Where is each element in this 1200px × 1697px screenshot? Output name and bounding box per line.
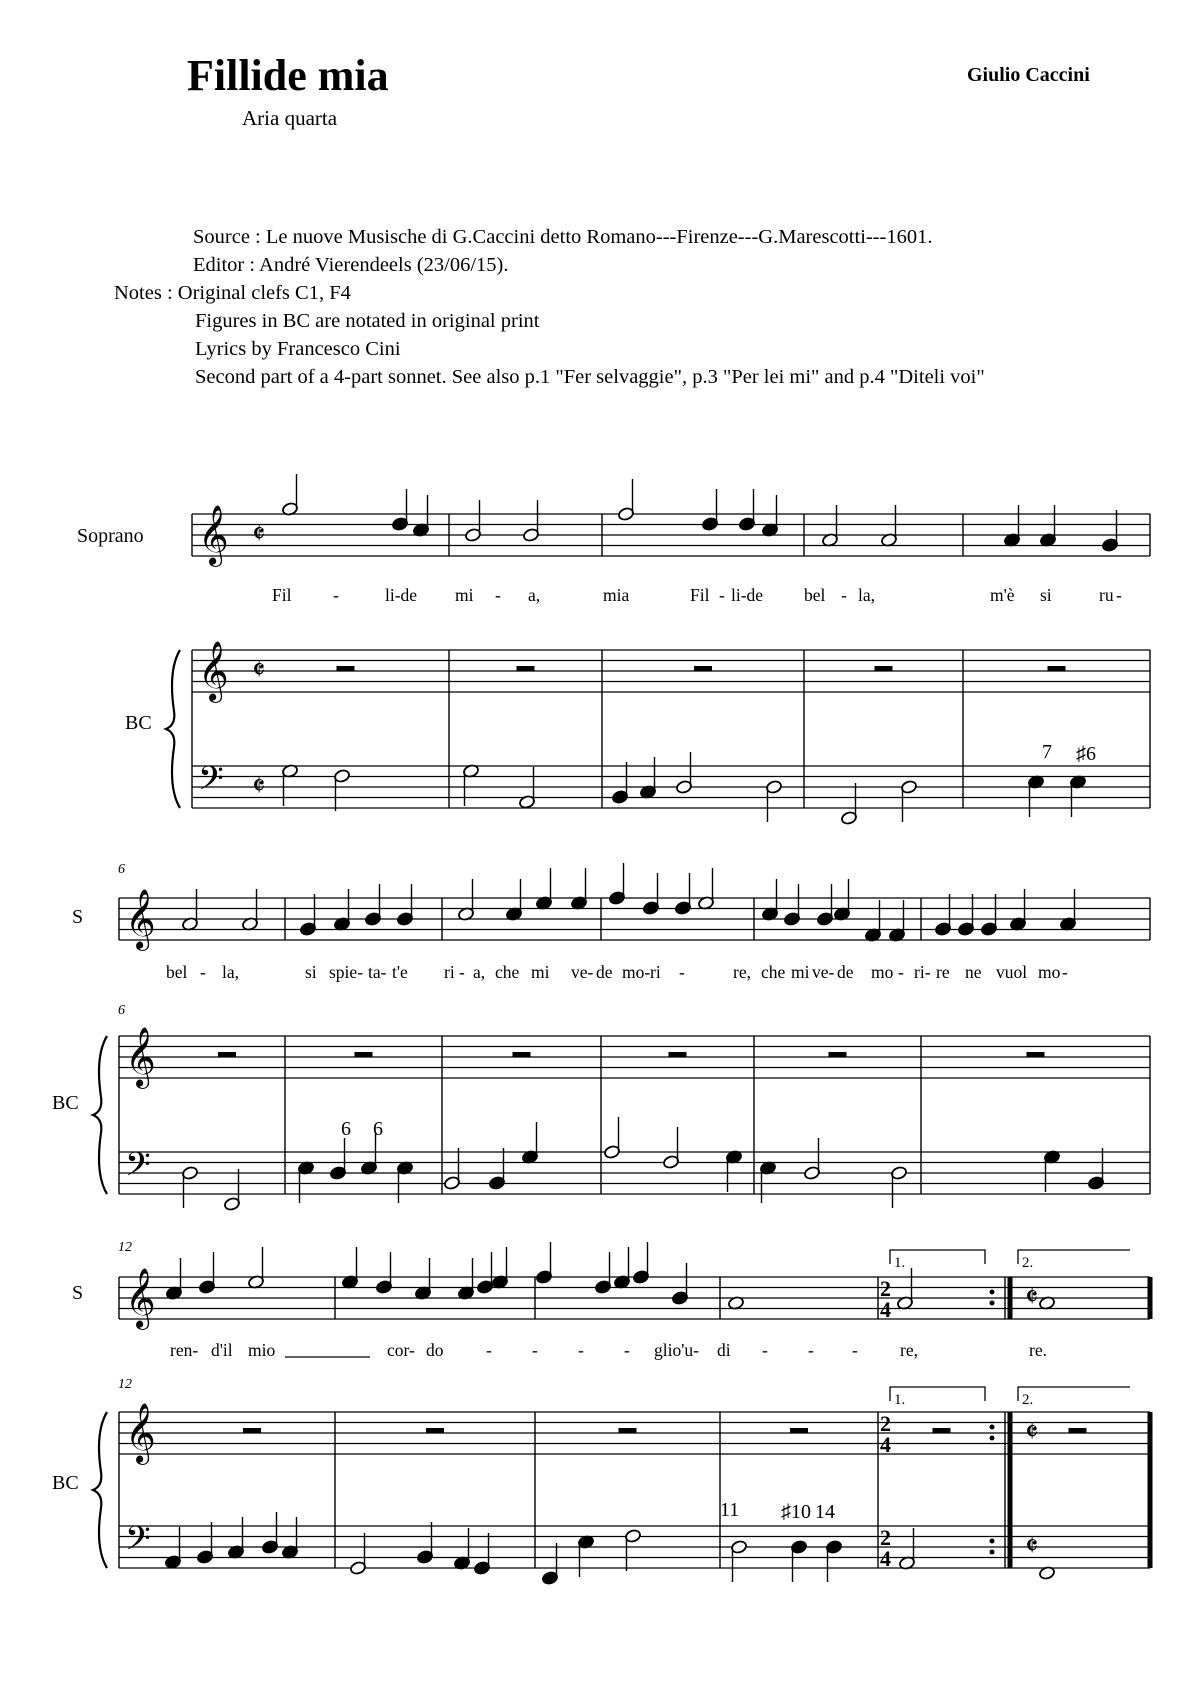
lyric-syllable: li-de xyxy=(385,585,418,605)
repeat-dot xyxy=(990,1550,995,1555)
lyric-syllable: spie- xyxy=(329,962,364,982)
whole-rest xyxy=(829,1052,847,1057)
lyric-hyphen: - xyxy=(624,1340,630,1360)
lyric-syllable: mi xyxy=(791,962,810,982)
lyric-syllable: t'e xyxy=(392,962,408,982)
lyric-syllable: glio'u- xyxy=(654,1340,699,1360)
lyric-hyphen: - xyxy=(532,1340,538,1360)
brace xyxy=(93,1412,107,1568)
time-signature: 𝄵 xyxy=(252,770,266,803)
lyric-syllable: mo- xyxy=(622,962,651,982)
lyric-syllable: mi xyxy=(455,585,474,605)
lyric-hyphen: - xyxy=(898,962,904,982)
note-figures: Figures in BC are notated in original print xyxy=(195,310,540,332)
time-signature-den: 4 xyxy=(880,1297,891,1322)
lyric-syllable: d'il xyxy=(211,1340,233,1360)
whole-rest xyxy=(875,666,893,671)
volta-label-2-bc: 2. xyxy=(1022,1392,1034,1408)
lyric-syllable: li-de xyxy=(731,585,764,605)
treble-clef: 𝄞 xyxy=(125,1405,156,1462)
lyric-syllable: ri xyxy=(444,962,455,982)
whole-rest xyxy=(619,1428,637,1433)
bass-clef: 𝄢 xyxy=(125,1520,151,1565)
lyric-hyphen: - xyxy=(486,1340,492,1360)
note-clefs: Notes : Original clefs C1, F4 xyxy=(114,282,351,304)
part-label-s-2: S xyxy=(72,906,84,928)
lyric-syllable: ru xyxy=(1099,585,1114,605)
measure-number-bc-12: 12 xyxy=(118,1377,132,1392)
whole-rest xyxy=(1048,666,1066,671)
part-label-bc-1: BC xyxy=(125,712,152,734)
time-signature-den: 4 xyxy=(880,1546,891,1571)
lyric-syllable: mo xyxy=(1038,962,1061,982)
lyric-syllable: ne xyxy=(965,962,982,982)
whole-rest xyxy=(1069,1428,1087,1433)
whole-rest xyxy=(426,1428,444,1433)
part-label-bc-2: BC xyxy=(52,1092,79,1114)
repeat-dot xyxy=(990,1301,995,1306)
whole-rest xyxy=(694,666,712,671)
note-sonnet: Second part of a 4-part sonnet. See also p.1 "Fer selvaggie", p.3 "Per lei mi" and p.4 "Diteli voi" xyxy=(195,366,985,388)
treble-clef: 𝄞 xyxy=(125,1029,156,1086)
lyric-syllable: de xyxy=(837,962,854,982)
lyric-hyphen: - xyxy=(495,585,501,605)
lyric-hyphen: - xyxy=(762,1340,768,1360)
time-signature: 𝄵 xyxy=(252,654,266,687)
lyric-syllable: cor- xyxy=(387,1340,415,1360)
lyric-syllable: mia xyxy=(603,585,630,605)
lyric-syllable: re, xyxy=(900,1340,918,1360)
lyric-syllable: do xyxy=(426,1340,444,1360)
lyric-syllable: che xyxy=(495,962,520,982)
lyric-syllable: vuol xyxy=(996,962,1028,982)
volta-bracket-1 xyxy=(890,1250,985,1264)
time-signature-num: 2 xyxy=(880,1276,891,1301)
volta-label-1: 1. xyxy=(894,1255,906,1271)
figure: 11 xyxy=(720,1499,740,1521)
whole-rest xyxy=(513,1052,531,1057)
whole-rest xyxy=(1027,1052,1045,1057)
volta-label-1-bc: 1. xyxy=(894,1392,906,1408)
time-signature: 𝄵 xyxy=(1025,1416,1039,1449)
note-lyrics: Lyrics by Francesco Cini xyxy=(195,338,401,360)
time-signature: 𝄵 xyxy=(1025,1530,1039,1563)
figure: 7 xyxy=(1042,741,1052,763)
whole-rest xyxy=(355,1052,373,1057)
part-label-soprano: Soprano xyxy=(77,525,144,547)
lyric-syllable: mi xyxy=(531,962,550,982)
composer: Giulio Caccini xyxy=(967,64,1090,86)
time-signature-den: 4 xyxy=(880,1432,891,1457)
lyric-syllable: re xyxy=(936,962,950,982)
figure: 6 xyxy=(373,1118,383,1140)
lyric-syllable: la, xyxy=(222,962,240,982)
lyric-syllable: ri- xyxy=(914,962,931,982)
brace xyxy=(166,650,180,808)
lyric-syllable: re. xyxy=(1029,1340,1047,1360)
note-source: Source : Le nuove Musische di G.Caccini detto Romano---Firenze---G.Marescotti---1601. xyxy=(193,226,933,248)
whole-rest xyxy=(790,1428,808,1433)
lyric-hyphen: - xyxy=(679,962,685,982)
lyric-syllable: a, xyxy=(473,962,486,982)
whole-rest xyxy=(218,1052,236,1057)
repeat-dot xyxy=(990,1425,995,1430)
measure-number-bc-6: 6 xyxy=(118,1003,125,1018)
brace xyxy=(93,1036,107,1194)
whole-rest xyxy=(669,1052,687,1057)
figure: ♯10 xyxy=(781,1501,811,1523)
lyric-syllable: ri xyxy=(650,962,661,982)
lyric-syllable: ta- xyxy=(368,962,387,982)
time-signature: 𝄵 xyxy=(252,518,266,551)
whole-rest xyxy=(243,1428,261,1433)
bass-clef: 𝄢 xyxy=(125,1146,151,1191)
volta-bracket-1 xyxy=(890,1387,985,1401)
lyric-hyphen: - xyxy=(578,1340,584,1360)
figure: 6 xyxy=(341,1118,351,1140)
lyric-syllable: ve- xyxy=(571,962,594,982)
volta-label-2: 2. xyxy=(1022,1255,1034,1271)
lyric-hyphen: - xyxy=(808,1340,814,1360)
repeat-dot xyxy=(990,1290,995,1295)
time-signature-num: 2 xyxy=(880,1411,891,1436)
piece-title: Fillide mia xyxy=(187,51,389,100)
lyric-syllable: ve- xyxy=(812,962,835,982)
lyric-syllable: mo xyxy=(871,962,894,982)
lyric-hyphen: - xyxy=(1116,585,1122,605)
lyric-hyphen: - xyxy=(333,585,339,605)
part-label-bc-3: BC xyxy=(52,1472,79,1494)
measure-number-s-6: 6 xyxy=(118,862,125,877)
part-label-s-3: S xyxy=(72,1282,84,1304)
treble-clef: 𝄞 xyxy=(125,891,156,948)
figure: 14 xyxy=(815,1501,835,1523)
lyric-syllable: de xyxy=(596,962,613,982)
lyric-hyphen: - xyxy=(459,962,465,982)
volta-bracket-2 xyxy=(1018,1250,1130,1264)
lyric-syllable: la, xyxy=(858,585,876,605)
lyric-syllable: si xyxy=(1040,585,1052,605)
repeat-dot xyxy=(990,1436,995,1441)
lyric-hyphen: - xyxy=(841,585,847,605)
lyric-syllable: Fil xyxy=(272,585,292,605)
note-editor: Editor : André Vierendeels (23/06/15). xyxy=(193,254,509,276)
piece-subtitle: Aria quarta xyxy=(242,106,338,130)
lyric-hyphen: - xyxy=(1062,962,1068,982)
whole-rest xyxy=(933,1428,951,1433)
measure-number-s-12: 12 xyxy=(118,1240,132,1255)
lyric-hyphen: - xyxy=(719,585,725,605)
whole-rest xyxy=(517,666,535,671)
lyric-syllable: mio xyxy=(248,1340,276,1360)
lyric-syllable: che xyxy=(761,962,786,982)
lyric-syllable: re, xyxy=(733,962,751,982)
figure: ♯6 xyxy=(1076,743,1096,765)
lyric-hyphen: - xyxy=(852,1340,858,1360)
treble-clef: 𝄞 xyxy=(198,643,229,700)
volta-bracket-2 xyxy=(1018,1387,1130,1401)
treble-clef: 𝄞 xyxy=(125,1270,156,1327)
time-signature-num: 2 xyxy=(880,1525,891,1550)
lyric-syllable: di xyxy=(717,1340,731,1360)
treble-clef: 𝄞 xyxy=(198,507,229,564)
repeat-dot xyxy=(990,1539,995,1544)
bass-clef: 𝄢 xyxy=(198,760,224,805)
whole-rest xyxy=(337,666,355,671)
lyric-syllable: m'è xyxy=(990,585,1015,605)
lyric-syllable: ren- xyxy=(170,1340,199,1360)
lyric-syllable: Fil xyxy=(690,585,710,605)
lyric-syllable: bel xyxy=(804,585,826,605)
lyric-hyphen: - xyxy=(200,962,206,982)
lyric-syllable: bel xyxy=(166,962,188,982)
time-signature: 𝄵 xyxy=(1025,1281,1039,1314)
lyric-syllable: a, xyxy=(528,585,541,605)
lyric-syllable: si xyxy=(305,962,317,982)
